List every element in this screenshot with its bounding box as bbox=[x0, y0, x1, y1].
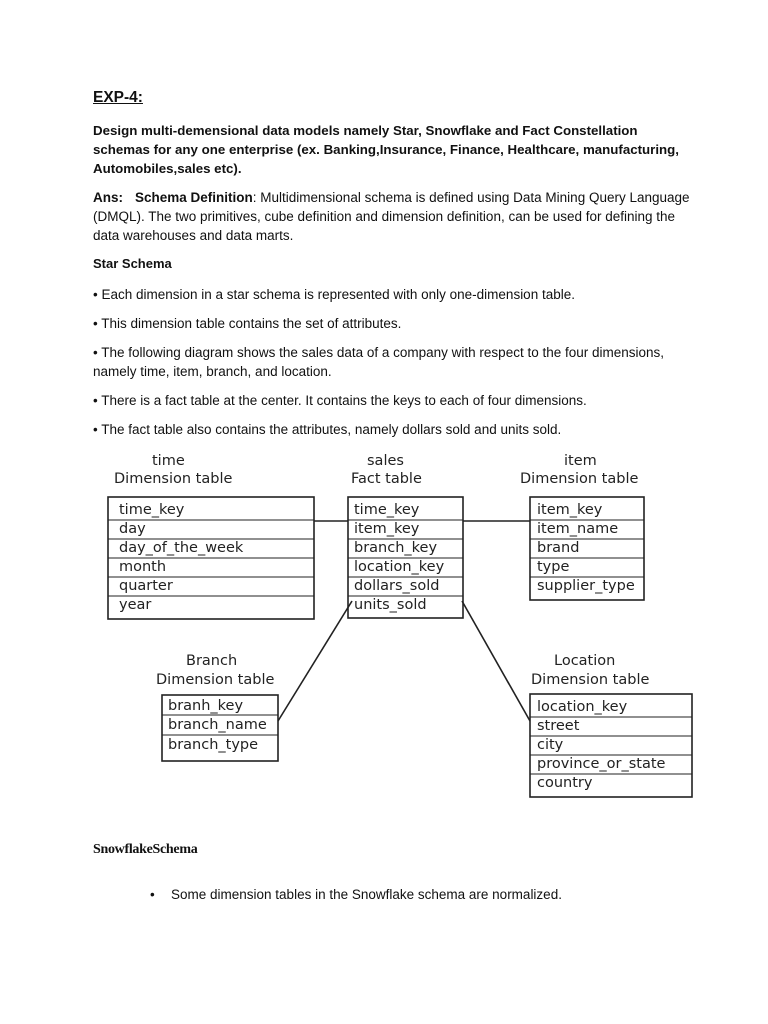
table-subtitle: Dimension table bbox=[531, 672, 650, 688]
time-dimension-table bbox=[108, 453, 314, 619]
star-schema-heading: Star Schema bbox=[93, 256, 172, 271]
table-row: year bbox=[119, 597, 152, 613]
table-title: sales bbox=[367, 453, 404, 469]
bullet-item: • There is a fact table at the center. It contains the keys to each of four dimensions. bbox=[93, 393, 587, 408]
table-subtitle: Fact table bbox=[351, 471, 422, 487]
table-row: brand bbox=[537, 540, 580, 556]
table-title: Location bbox=[554, 653, 616, 669]
connector-line bbox=[462, 601, 530, 721]
star-schema-diagram bbox=[90, 443, 710, 813]
table-row: province_or_state bbox=[537, 756, 666, 772]
table-row: branh_key bbox=[168, 698, 244, 714]
snowflake-bullet-item bbox=[150, 887, 562, 902]
table-row: branch_type bbox=[168, 737, 259, 753]
table-row: time_key bbox=[354, 502, 420, 518]
table-row: location_key bbox=[537, 699, 628, 715]
bullet-item: • The fact table also contains the attributes, namely dollars sold and units sold. bbox=[93, 422, 562, 437]
branch-dimension-table bbox=[156, 653, 278, 761]
table-title: time bbox=[152, 453, 185, 469]
table-row: type bbox=[537, 559, 570, 575]
table-row: item_key bbox=[537, 502, 603, 518]
table-row: supplier_type bbox=[537, 578, 635, 594]
table-subtitle: Dimension table bbox=[114, 471, 233, 487]
table-row: country bbox=[537, 775, 593, 791]
item-dimension-table bbox=[520, 453, 644, 600]
table-row: time_key bbox=[119, 502, 185, 518]
answer-text: : Multidimensional schema is defined using Data Mining Query Language (DMQL). The two primitives, cube definition and dimension definition, can be used for defining the data warehouses and data marts. bbox=[93, 190, 690, 243]
bullet-item: • The following diagram shows the sales data of a company with respect to the four dimensions, namely time, item, branch, and location. bbox=[93, 345, 665, 379]
bullet-dot-icon: • bbox=[150, 887, 155, 902]
table-row: item_key bbox=[354, 521, 420, 537]
table-title: Branch bbox=[186, 653, 238, 669]
table-row: location_key bbox=[354, 559, 445, 575]
table-row: branch_name bbox=[168, 717, 267, 733]
table-row: item_name bbox=[537, 521, 619, 537]
bullet-item: • This dimension table contains the set of attributes. bbox=[93, 316, 402, 331]
sales-fact-table bbox=[348, 453, 463, 618]
table-row: day bbox=[119, 521, 146, 537]
snowflake-schema-heading: SnowflakeSchema bbox=[93, 842, 198, 857]
table-title: item bbox=[564, 453, 597, 469]
table-row: month bbox=[119, 559, 167, 575]
location-dimension-table bbox=[530, 653, 692, 797]
experiment-heading: EXP-4: bbox=[93, 89, 143, 106]
task-statement: Design multi-demensional data models namely Star, Snowflake and Fact Constellation schemas for any one enterprise (ex. Banking,Insurance, Finance, Healthcare, manufacturing, Automobiles,sales etc). bbox=[93, 123, 679, 176]
answer-label: Ans: bbox=[93, 190, 123, 205]
table-row: dollars_sold bbox=[354, 578, 440, 594]
table-row: street bbox=[537, 718, 580, 734]
table-row: units_sold bbox=[354, 597, 427, 613]
snowflake-bullet-text: Some dimension tables in the Snowflake schema are normalized. bbox=[171, 887, 562, 902]
table-subtitle: Dimension table bbox=[156, 672, 275, 688]
table-row: city bbox=[537, 737, 564, 753]
answer-paragraph bbox=[93, 188, 693, 245]
table-subtitle: Dimension table bbox=[520, 471, 639, 487]
answer-term: Schema Definition bbox=[135, 190, 253, 205]
table-row: day_of_the_week bbox=[119, 540, 244, 556]
table-row: branch_key bbox=[354, 540, 438, 556]
bullet-item: • Each dimension in a star schema is represented with only one-dimension table. bbox=[93, 287, 575, 302]
table-row: quarter bbox=[119, 578, 173, 594]
